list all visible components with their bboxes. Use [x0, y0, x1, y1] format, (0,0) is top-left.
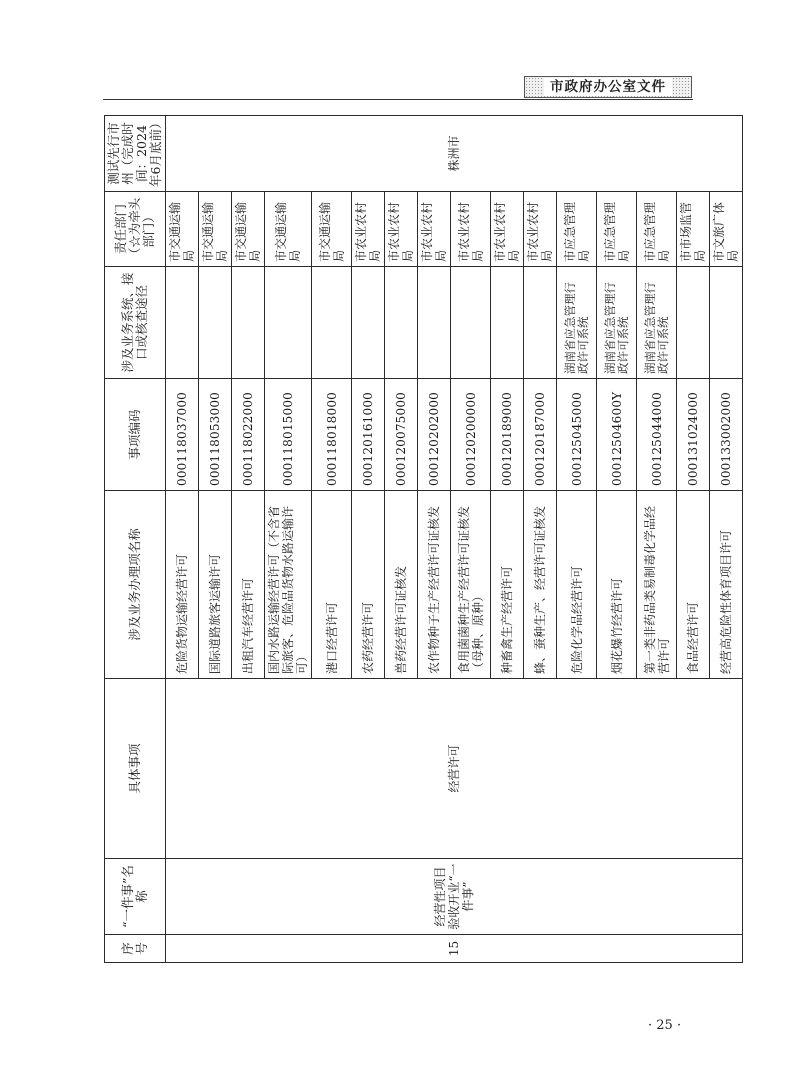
item-code-cell: 000125045000: [557, 379, 597, 491]
pilot-city-cell: 株洲市: [166, 116, 743, 192]
department-cell: 市文旅广体局: [710, 192, 743, 267]
business-item-cell: 危险化学品经营许可: [557, 491, 597, 679]
department-cell: 市农业农村局: [524, 192, 557, 267]
document-banner: [524, 76, 692, 98]
specific-item-cell: 经营许可: [166, 679, 743, 859]
system-cell: [418, 267, 451, 379]
department-cell: 市交通运输局: [166, 192, 199, 267]
system-cell: [385, 267, 418, 379]
business-item-cell: 食用菌菌种生产经营许可证核发（母种、原种）: [451, 491, 491, 679]
business-item-cell: 国内水路运输经营许可（不含省际旅客、危险品货物水路运输许可）: [265, 491, 312, 679]
department-cell: 市农业农村局: [352, 192, 385, 267]
page-number: · 25 ·: [648, 1018, 682, 1033]
col-header-department: 责任部门（☆为牵头部门）: [105, 192, 166, 267]
item-code-cell: 000125044000: [637, 379, 677, 491]
system-cell: [232, 267, 265, 379]
col-header-seq: 序号: [105, 935, 166, 963]
system-cell: 湖南省应急管理行政许可系统: [557, 267, 597, 379]
department-cell: 市应急管理局: [557, 192, 597, 267]
matter-table: [104, 115, 743, 963]
department-cell: 市应急管理局: [597, 192, 637, 267]
item-code-cell: 000120189000: [491, 379, 524, 491]
table-header-row: [105, 116, 166, 963]
business-item-cell: 出租汽车经营许可: [232, 491, 265, 679]
system-cell: [199, 267, 232, 379]
item-code-cell: 000118022000: [232, 379, 265, 491]
business-item-cell: 兽药经营许可证核发: [385, 491, 418, 679]
col-header-specific-item: 具体事项: [105, 679, 166, 859]
system-cell: [166, 267, 199, 379]
col-header-matter-name: “一件事”名称: [105, 859, 166, 935]
rotated-table-wrapper: [104, 116, 740, 963]
department-cell: 市市场监管局: [677, 192, 710, 267]
item-code-cell: 000131024000: [677, 379, 710, 491]
business-item-cell: 蜂、蚕种生产、经营许可证核发: [524, 491, 557, 679]
col-header-business-item: 涉及业务办理项名称: [105, 491, 166, 679]
system-cell: [352, 267, 385, 379]
item-code-cell: 000120075000: [385, 379, 418, 491]
system-cell: [265, 267, 312, 379]
department-cell: 市农业农村局: [418, 192, 451, 267]
item-code-cell: 000118053000: [199, 379, 232, 491]
system-cell: [312, 267, 352, 379]
system-cell: 湖南省应急管理行政许可系统: [597, 267, 637, 379]
system-cell: [451, 267, 491, 379]
item-code-cell: 000118037000: [166, 379, 199, 491]
department-cell: 市交通运输局: [232, 192, 265, 267]
item-code-cell: 000120202000: [418, 379, 451, 491]
table-row: [166, 116, 199, 963]
business-item-cell: 危险货物运输经营许可: [166, 491, 199, 679]
department-cell: 市农业农村局: [491, 192, 524, 267]
table-frame: [104, 116, 740, 963]
department-cell: 市农业农村局: [451, 192, 491, 267]
col-header-item-code: 事项编码: [105, 379, 166, 491]
item-code-cell: 00012504600Y: [597, 379, 637, 491]
department-cell: 市交通运输局: [312, 192, 352, 267]
system-cell: 湖南省应急管理行政许可系统: [637, 267, 677, 379]
banner-text: 市政府办公室文件: [544, 78, 672, 96]
business-item-cell: 农作物种子生产经营许可证核发: [418, 491, 451, 679]
item-code-cell: 000118015000: [265, 379, 312, 491]
business-item-cell: 烟花爆竹经营许可: [597, 491, 637, 679]
system-cell: [710, 267, 743, 379]
business-item-cell: 第一类非药品类易制毒化学品经营许可: [637, 491, 677, 679]
business-item-cell: 港口经营许可: [312, 491, 352, 679]
col-header-system: 涉及业务系统、接口或核查途径: [105, 267, 166, 379]
header-rule: [103, 99, 693, 100]
department-cell: 市应急管理局: [637, 192, 677, 267]
business-item-cell: 国际道路旅客运输许可: [199, 491, 232, 679]
department-cell: 市农业农村局: [385, 192, 418, 267]
item-code-cell: 000133002000: [710, 379, 743, 491]
business-item-cell: 经营高危险性体育项目许可: [710, 491, 743, 679]
item-code-cell: 000118018000: [312, 379, 352, 491]
system-cell: [677, 267, 710, 379]
matter-name-cell: 经营性项目验收开业“一件事”: [166, 859, 743, 935]
business-item-cell: 农药经营许可: [352, 491, 385, 679]
col-header-pilot-city: 测试先行市州（完成时间：2024年6月底前）: [105, 116, 166, 192]
item-code-cell: 000120200000: [451, 379, 491, 491]
department-cell: 市交通运输局: [199, 192, 232, 267]
item-code-cell: 000120161000: [352, 379, 385, 491]
business-item-cell: 种畜禽生产经营许可: [491, 491, 524, 679]
seq-cell: 15: [166, 935, 743, 963]
item-code-cell: 000120187000: [524, 379, 557, 491]
business-item-cell: 食品经营许可: [677, 491, 710, 679]
system-cell: [524, 267, 557, 379]
system-cell: [491, 267, 524, 379]
department-cell: 市交通运输局: [265, 192, 312, 267]
